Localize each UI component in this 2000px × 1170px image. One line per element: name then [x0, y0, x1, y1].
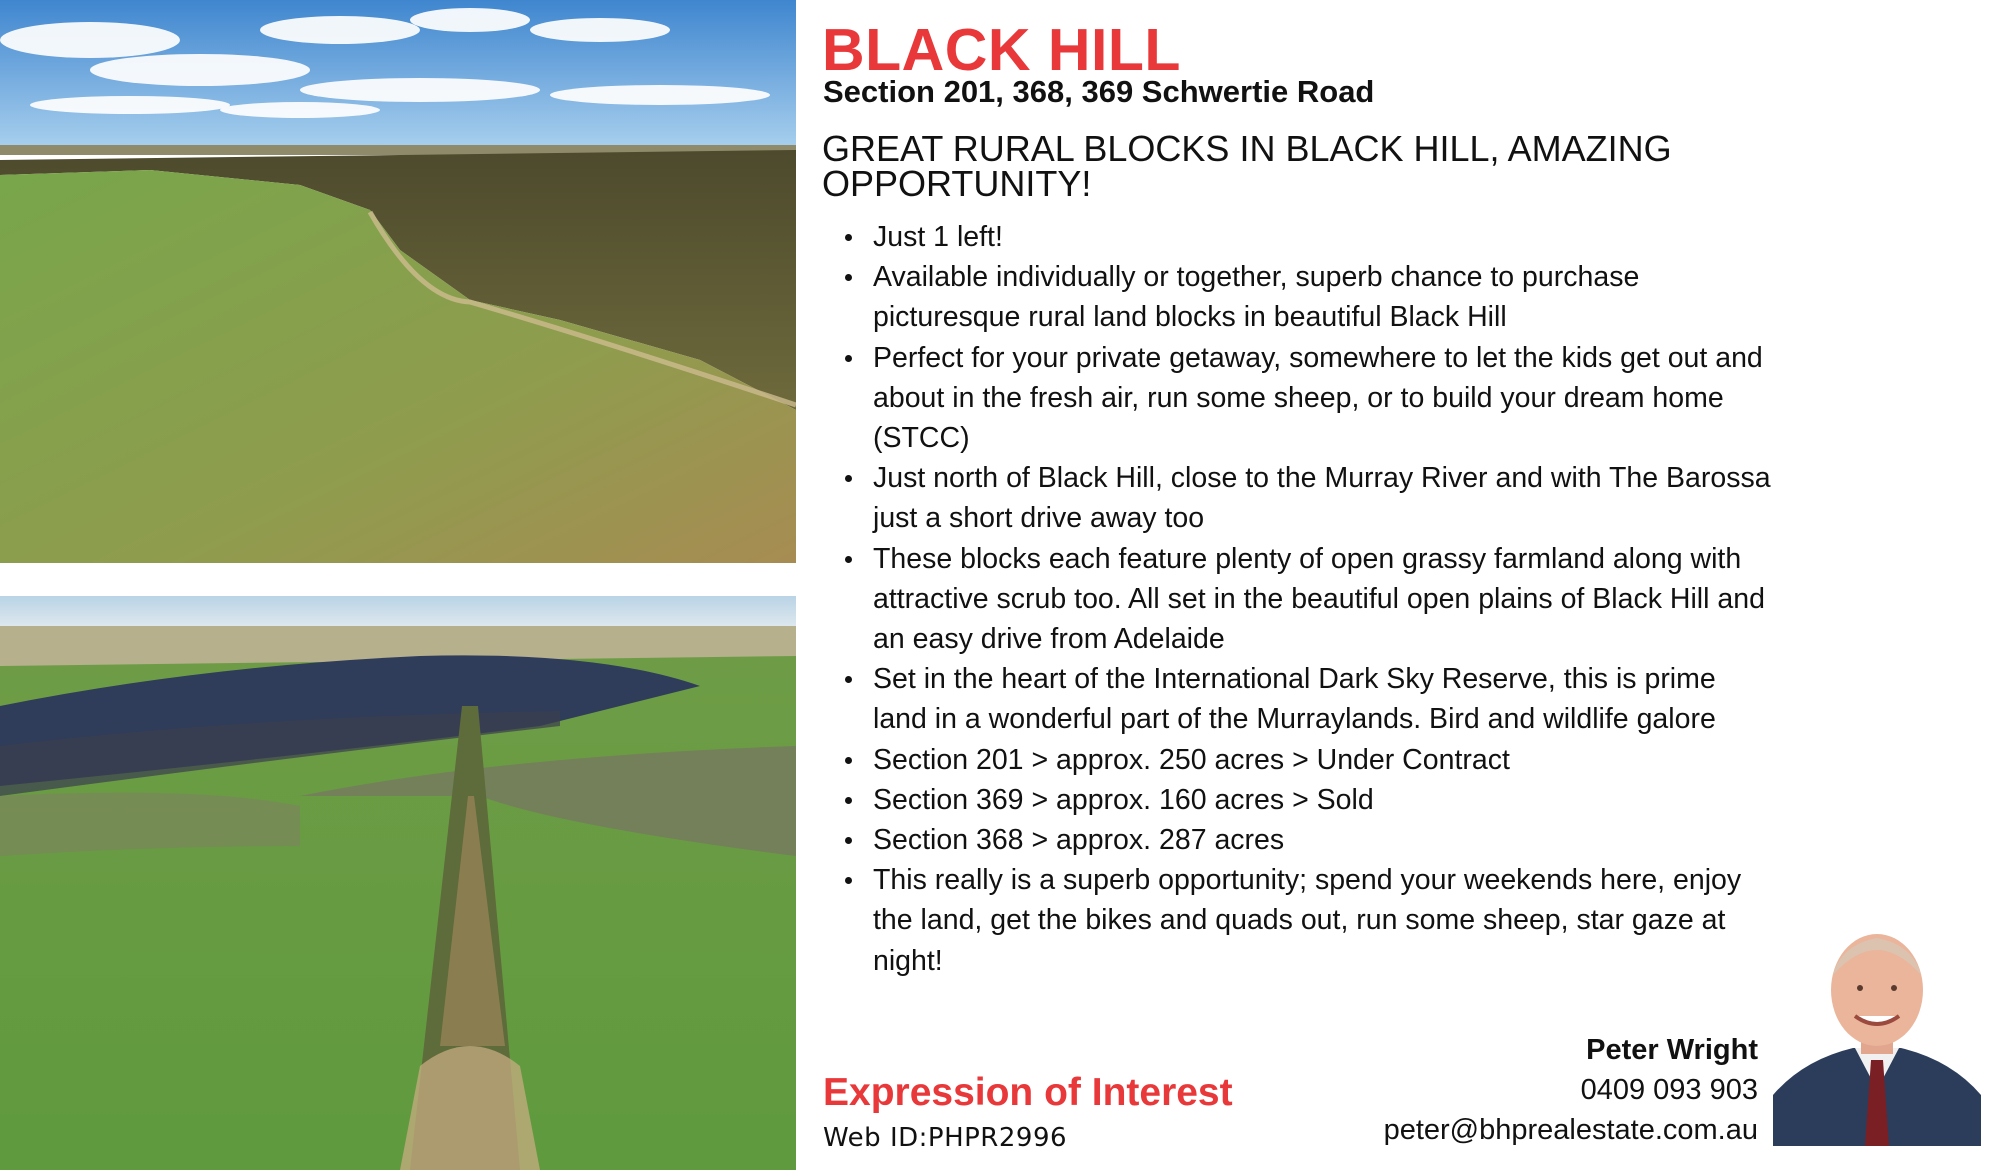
agent-name: Peter Wright: [1586, 1034, 1758, 1066]
aerial-photo-bottom: [0, 596, 796, 1170]
listing-headline: GREAT RURAL BLOCKS IN BLACK HILL, AMAZING OPPORTUNITY!: [822, 128, 1672, 204]
feature-item: Just north of Black Hill, close to the Murray River and with The Barossa just a short drive away too: [823, 458, 1773, 538]
feature-item: Available individually or together, superb chance to purchase picturesque rural land blocks in beautiful Black Hill: [823, 257, 1773, 337]
feature-item: Section 368 > approx. 287 acres: [823, 820, 1773, 860]
feature-item: Section 201 > approx. 250 acres > Under Contract: [823, 740, 1773, 780]
agent-email[interactable]: peter@bhprealestate.com.au: [1383, 1114, 1758, 1146]
feature-list: [823, 217, 1773, 981]
listing-address: Section 201, 368, 369 Schwertie Road: [823, 74, 1375, 109]
feature-item: Set in the heart of the International Dark Sky Reserve, this is prime land in a wonderful part of the Murraylands. Bird and wildlife galore: [823, 659, 1773, 739]
agent-headshot: [1773, 920, 1981, 1146]
feature-item: Section 369 > approx. 160 acres > Sold: [823, 780, 1773, 820]
feature-item: These blocks each feature plenty of open grassy farmland along with attractive scrub too. All set in the beautiful open plains of Black Hill and an easy drive from Adelaide: [823, 539, 1773, 660]
feature-item: Perfect for your private getaway, somewhere to let the kids get out and about in the fresh air, run some sheep, or to build your dream home (STCC): [823, 338, 1773, 459]
sale-method: Expression of Interest: [823, 1071, 1233, 1114]
aerial-photo-top: [0, 0, 796, 563]
feature-item: This really is a superb opportunity; spend your weekends here, enjoy the land, get the bikes and quads out, run some sheep, star gaze at night!: [823, 860, 1773, 981]
agent-contact: [1384, 1030, 1758, 1150]
agent-phone[interactable]: 0409 093 903: [1580, 1074, 1758, 1106]
web-id: Web ID:PHPR2996: [823, 1123, 1068, 1153]
listing-suburb-title: BLACK HILL: [822, 17, 1181, 83]
feature-item: Just 1 left!: [823, 217, 1773, 257]
